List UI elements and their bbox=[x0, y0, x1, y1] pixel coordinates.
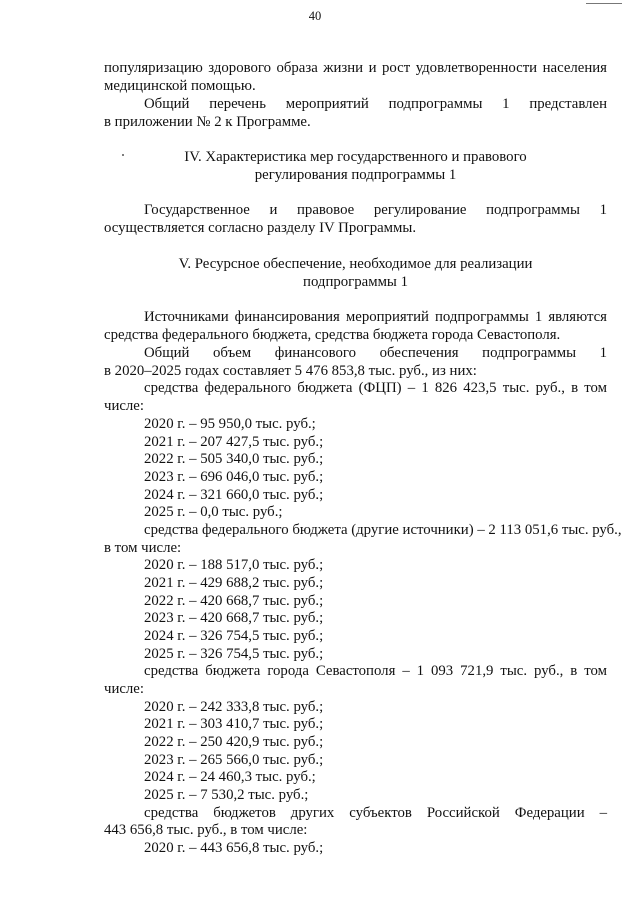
page-number: 40 bbox=[308, 9, 322, 23]
text-line: средства федерального бюджета (ФЦП) – 1 826 423,5 тыс. руб., в том bbox=[144, 380, 607, 396]
text-line: средства федерального бюджета (другие источники) – 2 113 051,6 тыс. руб., bbox=[144, 522, 622, 538]
text-line: Государственное и правовое регулирование подпрограммы 1 bbox=[144, 202, 607, 218]
text-line: осуществляется согласно разделу IV Программы. bbox=[104, 220, 417, 236]
corner-mark bbox=[586, 3, 622, 4]
amount-line: 2022 г. – 250 420,9 тыс. руб.; bbox=[144, 734, 324, 750]
amount-line: 2023 г. – 265 566,0 тыс. руб.; bbox=[144, 752, 324, 768]
text-line: числе: bbox=[104, 681, 144, 697]
amount-line: 2024 г. – 326 754,5 тыс. руб.; bbox=[144, 628, 324, 644]
section-heading: V. Ресурсное обеспечение, необходимое для реализации bbox=[178, 256, 533, 272]
amount-line: 2022 г. – 505 340,0 тыс. руб.; bbox=[144, 451, 324, 467]
amount-line: 2020 г. – 95 950,0 тыс. руб.; bbox=[144, 416, 316, 432]
amount-line: 2022 г. – 420 668,7 тыс. руб.; bbox=[144, 593, 324, 609]
text-line: популяризацию здорового образа жизни и рост удовлетворенности населения bbox=[104, 60, 607, 76]
amount-line: 2020 г. – 443 656,8 тыс. руб.; bbox=[144, 840, 324, 856]
amount-line: 2025 г. – 0,0 тыс. руб.; bbox=[144, 504, 283, 520]
section-heading: подпрограммы 1 bbox=[303, 274, 408, 290]
amount-line: 2023 г. – 420 668,7 тыс. руб.; bbox=[144, 610, 324, 626]
amount-line: 2024 г. – 321 660,0 тыс. руб.; bbox=[144, 487, 324, 503]
amount-line: 2025 г. – 326 754,5 тыс. руб.; bbox=[144, 646, 324, 662]
amount-line: 2025 г. – 7 530,2 тыс. руб.; bbox=[144, 787, 309, 803]
text-line: средства федерального бюджета, средства бюджета города Севастополя. bbox=[104, 327, 561, 343]
amount-line: 2021 г. – 207 427,5 тыс. руб.; bbox=[144, 434, 324, 450]
text-line: Источниками финансирования мероприятий подпрограммы 1 являются bbox=[144, 309, 607, 325]
section-heading: IV. Характеристика мер государственного и правового bbox=[184, 149, 527, 165]
amount-line: 2021 г. – 303 410,7 тыс. руб.; bbox=[144, 716, 324, 732]
text-line: в 2020–2025 годах составляет 5 476 853,8 тыс. руб., из них: bbox=[104, 363, 477, 379]
text-line: средства бюджета города Севастополя – 1 093 721,9 тыс. руб., в том bbox=[144, 663, 607, 679]
amount-line: 2023 г. – 696 046,0 тыс. руб.; bbox=[144, 469, 324, 485]
text-line: Общий объем финансового обеспечения подпрограммы 1 bbox=[144, 345, 607, 361]
section-heading: регулирования подпрограммы 1 bbox=[254, 167, 457, 183]
text-line: числе: bbox=[104, 398, 144, 414]
text-line: медицинской помощью. bbox=[104, 78, 256, 94]
text-line: в том числе: bbox=[104, 540, 182, 556]
amount-line: 2021 г. – 429 688,2 тыс. руб.; bbox=[144, 575, 324, 591]
text-line: Общий перечень мероприятий подпрограммы 1 представлен bbox=[144, 96, 607, 112]
text-line: 443 656,8 тыс. руб., в том числе: bbox=[104, 822, 308, 838]
amount-line: 2020 г. – 242 333,8 тыс. руб.; bbox=[144, 699, 324, 715]
text-line: средства бюджетов других субъектов Российской Федерации – bbox=[144, 805, 607, 821]
amount-line: 2024 г. – 24 460,3 тыс. руб.; bbox=[144, 769, 316, 785]
text-line: в приложении № 2 к Программе. bbox=[104, 114, 311, 130]
amount-line: 2020 г. – 188 517,0 тыс. руб.; bbox=[144, 557, 324, 573]
